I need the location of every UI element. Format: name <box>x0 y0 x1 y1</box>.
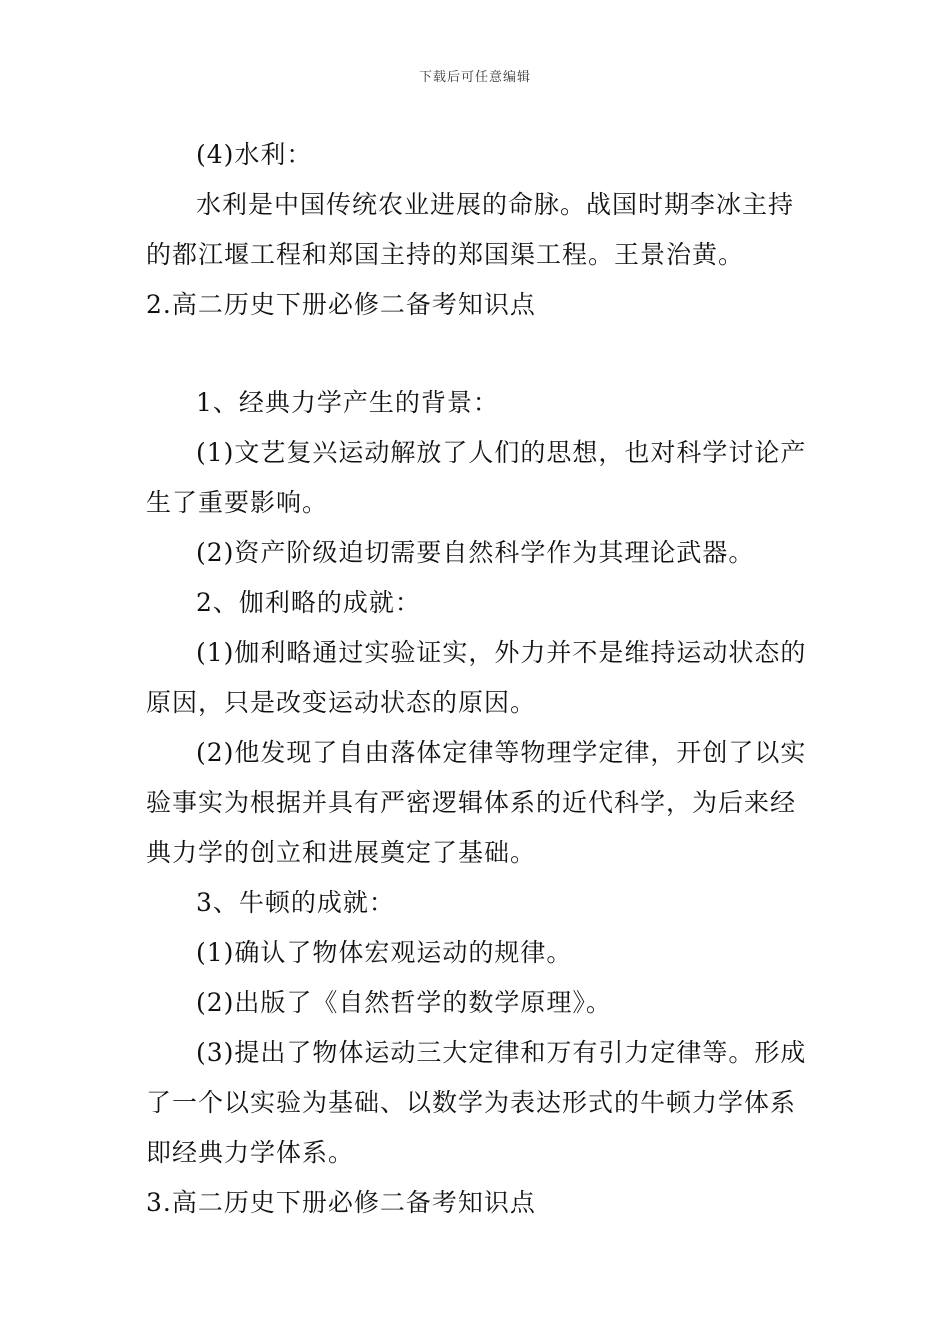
text-line: 的都江堰工程和郑国主持的郑国渠工程。王景治黄。 <box>146 240 745 269</box>
text-line: (4)水利： <box>196 140 313 169</box>
text-line: 典力学的创立和进展奠定了基础。 <box>146 838 537 867</box>
text-line: (2)出版了《自然哲学的数学原理》。 <box>196 988 612 1017</box>
document-body <box>146 130 810 1228</box>
text-line: 原因，只是改变运动状态的原因。 <box>146 688 537 717</box>
text-line: 2.高二历史下册必修二备考知识点 <box>146 290 536 319</box>
text-line: (1)文艺复兴运动解放了人们的思想，也对科学讨论产 <box>196 438 807 467</box>
text-line: (1)伽利略通过实验证实，外力并不是维持运动状态的 <box>196 638 807 667</box>
text-line: (2)资产阶级迫切需要自然科学作为其理论武器。 <box>196 538 755 567</box>
text-line: 验事实为根据并具有严密逻辑体系的近代科学，为后来经 <box>146 788 797 817</box>
text-line: 3、牛顿的成就： <box>196 888 395 917</box>
text-line: 即经典力学体系。 <box>146 1138 355 1167</box>
text-line: 3.高二历史下册必修二备考知识点 <box>146 1188 536 1217</box>
text-line: (3)提出了物体运动三大定律和万有引力定律等。形成 <box>196 1038 807 1067</box>
paragraph-spacer <box>146 330 810 378</box>
text-line: 2、伽利略的成就： <box>196 588 421 617</box>
text-line: 1、经典力学产生的背景： <box>196 388 499 417</box>
text-line: 了一个以实验为基础、以数学为表达形式的牛顿力学体系 <box>146 1088 797 1117</box>
text-line: (2)他发现了自由落体定律等物理学定律，开创了以实 <box>196 738 807 767</box>
text-line: (1)确认了物体宏观运动的规律。 <box>196 938 573 967</box>
page-header-note: 下载后可任意编辑 <box>418 70 531 85</box>
text-line: 生了重要影响。 <box>146 488 329 517</box>
text-line: 水利是中国传统农业进展的命脉。战国时期李冰主持 <box>196 190 795 219</box>
